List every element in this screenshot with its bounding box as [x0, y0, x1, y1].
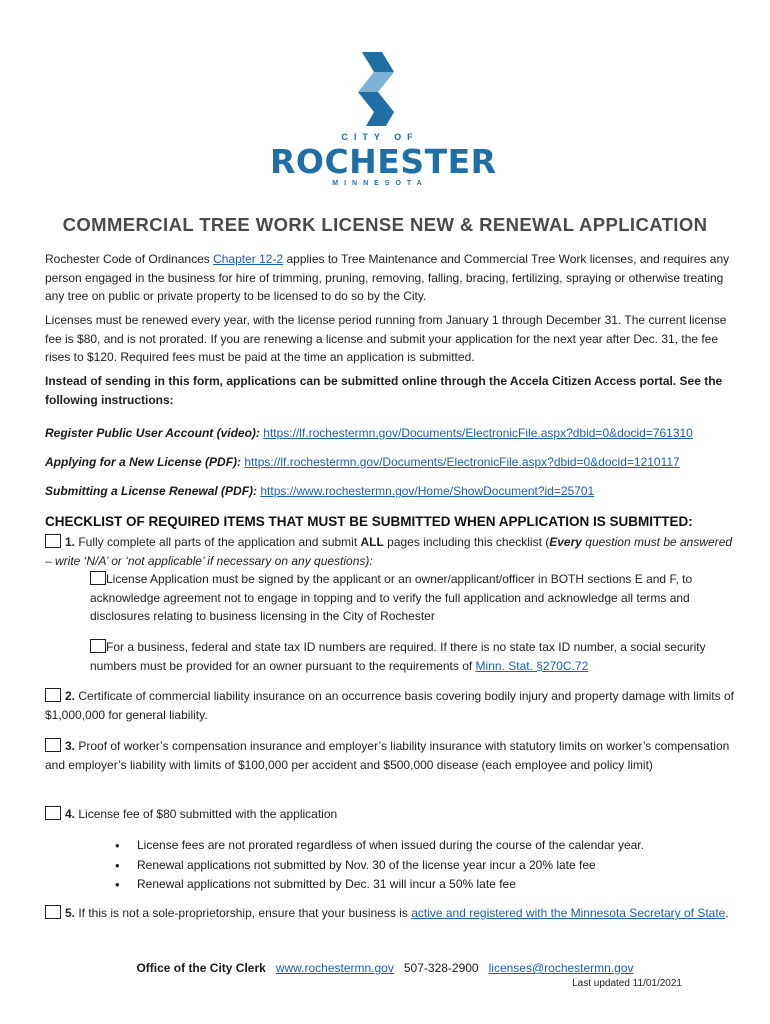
- checklist-item-2: [45, 687, 735, 724]
- sub-item-2-text: For a business, federal and state tax ID numbers are required. If there is no state tax ID number, a social security numbers must be provided for an owner pursuant to the requirements of: [90, 640, 706, 673]
- item-1-text-b: pages including this checklist (: [383, 535, 550, 549]
- logo-state: MINNESOTA: [332, 180, 428, 187]
- register-account-label: Register Public User Account (video):: [45, 426, 260, 440]
- city-logo: [270, 52, 497, 192]
- list-item: • Renewal applications not submitted by Dec. 31 will incur a 50% late fee: [115, 875, 715, 895]
- intro-rest: applies to Tree Maintenance and Commercial Tree Work licenses, and requires any person engaged in the business for hire of trimming, pruning, removing, falling, bracing, fertilizing, spraying or otherwise treating any tree on public or private property to be licensed to do so by the City.: [45, 252, 730, 303]
- checkbox-item-2[interactable]: [45, 688, 61, 702]
- list-item: • Renewal applications not submitted by Nov. 30 of the license year incur a 20% late fee: [115, 856, 715, 876]
- item-1-text-every: Every: [549, 535, 582, 549]
- checkbox-sub-item-2[interactable]: [90, 639, 106, 653]
- checkbox-sub-item-1[interactable]: [90, 571, 106, 585]
- renewal-line: [45, 483, 735, 499]
- checkbox-item-1[interactable]: [45, 534, 61, 548]
- item-5-end: .: [725, 906, 729, 920]
- online-paragraph: Instead of sending in this form, applications can be submitted online through the Accela Citizen Access portal. See the following instructions:: [45, 374, 723, 407]
- item-4-text: License fee of $80 submitted with the application: [75, 807, 338, 821]
- item-2-text: Certificate of commercial liability insurance on an occurrence basis covering bodily injury and property damage with limits of $1,000,000 for general liability.: [45, 689, 734, 722]
- intro-prefix: Rochester Code of Ordinances: [45, 252, 214, 266]
- item-2-number: 2.: [65, 689, 76, 703]
- item-5-number: 5.: [65, 906, 76, 920]
- office-name: Office of the City Clerk: [136, 961, 266, 975]
- phone-number: 507-328-2900: [403, 961, 479, 975]
- item-5-text: If this is not a sole-proprietorship, ensure that your business is: [75, 906, 412, 920]
- checkbox-item-5[interactable]: [45, 905, 61, 919]
- item-1-text-c: question must be answered – write ‘N/A’ or ‘not applicable’ if necessary on any questions):: [45, 535, 733, 568]
- checklist-sub-item-1: [90, 570, 720, 626]
- logo-city-of: CITY OF: [341, 132, 419, 142]
- item-1-text-bold: ALL: [360, 535, 384, 549]
- item-4-number: 4.: [65, 807, 76, 821]
- renewal-label: Submitting a License Renewal (PDF):: [45, 484, 258, 498]
- renewal-link[interactable]: https://www.rochestermn.gov/Home/ShowDocument?id=25701: [260, 484, 595, 498]
- page-title: COMMERCIAL TREE WORK LICENSE NEW & RENEWAL APPLICATION: [62, 214, 708, 235]
- new-license-label: Applying for a New License (PDF):: [45, 455, 242, 469]
- item-3-text: Proof of worker’s compensation insurance and employer’s liability insurance with statutory limits on worker’s compensation and employer’s liability with limits of $100,000 per accident and $500,000 disease (each employee and policy limit): [45, 739, 730, 772]
- checklist-item-1: [45, 533, 735, 570]
- item-1-number: 1.: [65, 535, 76, 549]
- checklist-sub-item-2: [90, 638, 720, 675]
- renewal-paragraph: Licenses must be renewed every year, with the license period running from January 1 through December 31. The current license fee is $80, and is not prorated. If you are renewing a license and submit your application for the next year after Dec. 31, the fee rises to $120. Required fees must be paid at the time an application is submitted.: [45, 313, 727, 364]
- checklist-item-5: [45, 904, 735, 923]
- website-link[interactable]: www.rochestermn.gov: [275, 961, 394, 975]
- checklist-item-3: [45, 737, 735, 774]
- chapter-link[interactable]: Chapter 12-2: [213, 252, 284, 266]
- last-updated: Last updated 11/01/2021: [572, 978, 682, 989]
- item-3-number: 3.: [65, 739, 76, 753]
- email-link[interactable]: licenses@rochestermn.gov: [488, 961, 634, 975]
- minn-stat-link[interactable]: Minn. Stat. §270C.72: [475, 658, 589, 673]
- logo-city-name: ROCHESTER: [270, 142, 497, 181]
- sub-item-1-text: License Application must be signed by the applicant or an owner/applicant/officer in BOTH sections E and F, to acknowledge agreement not to engage in topping and to verify the full application and acknowledge all terms and disclosures relating to business licensing in the City of Rochester: [90, 572, 693, 623]
- secretary-of-state-link[interactable]: active and registered with the Minnesota Secretary of State: [411, 906, 726, 920]
- register-account-link[interactable]: https://lf.rochestermn.gov/Documents/ElectronicFile.aspx?dbid=0&docid=761310: [263, 426, 693, 440]
- new-license-line: [45, 454, 735, 470]
- checklist-item-4: [45, 805, 735, 824]
- new-license-link[interactable]: https://lf.rochestermn.gov/Documents/ElectronicFile.aspx?dbid=0&docid=1210117: [244, 455, 680, 469]
- checklist-heading: CHECKLIST OF REQUIRED ITEMS THAT MUST BE SUBMITTED WHEN APPLICATION IS SUBMITTED:: [45, 514, 693, 529]
- list-item: • License fees are not prorated regardless of when issued during the course of the calendar year.: [115, 836, 715, 856]
- rochester-logo-mark-icon: [358, 52, 398, 126]
- checkbox-item-3[interactable]: [45, 738, 61, 752]
- register-account-line: [45, 425, 735, 441]
- intro-paragraph: [45, 250, 730, 306]
- item-1-text-a: Fully complete all parts of the application and submit: [75, 535, 361, 549]
- checkbox-item-4[interactable]: [45, 806, 61, 820]
- fee-bullet-list: [115, 836, 715, 895]
- footer: [0, 961, 770, 975]
